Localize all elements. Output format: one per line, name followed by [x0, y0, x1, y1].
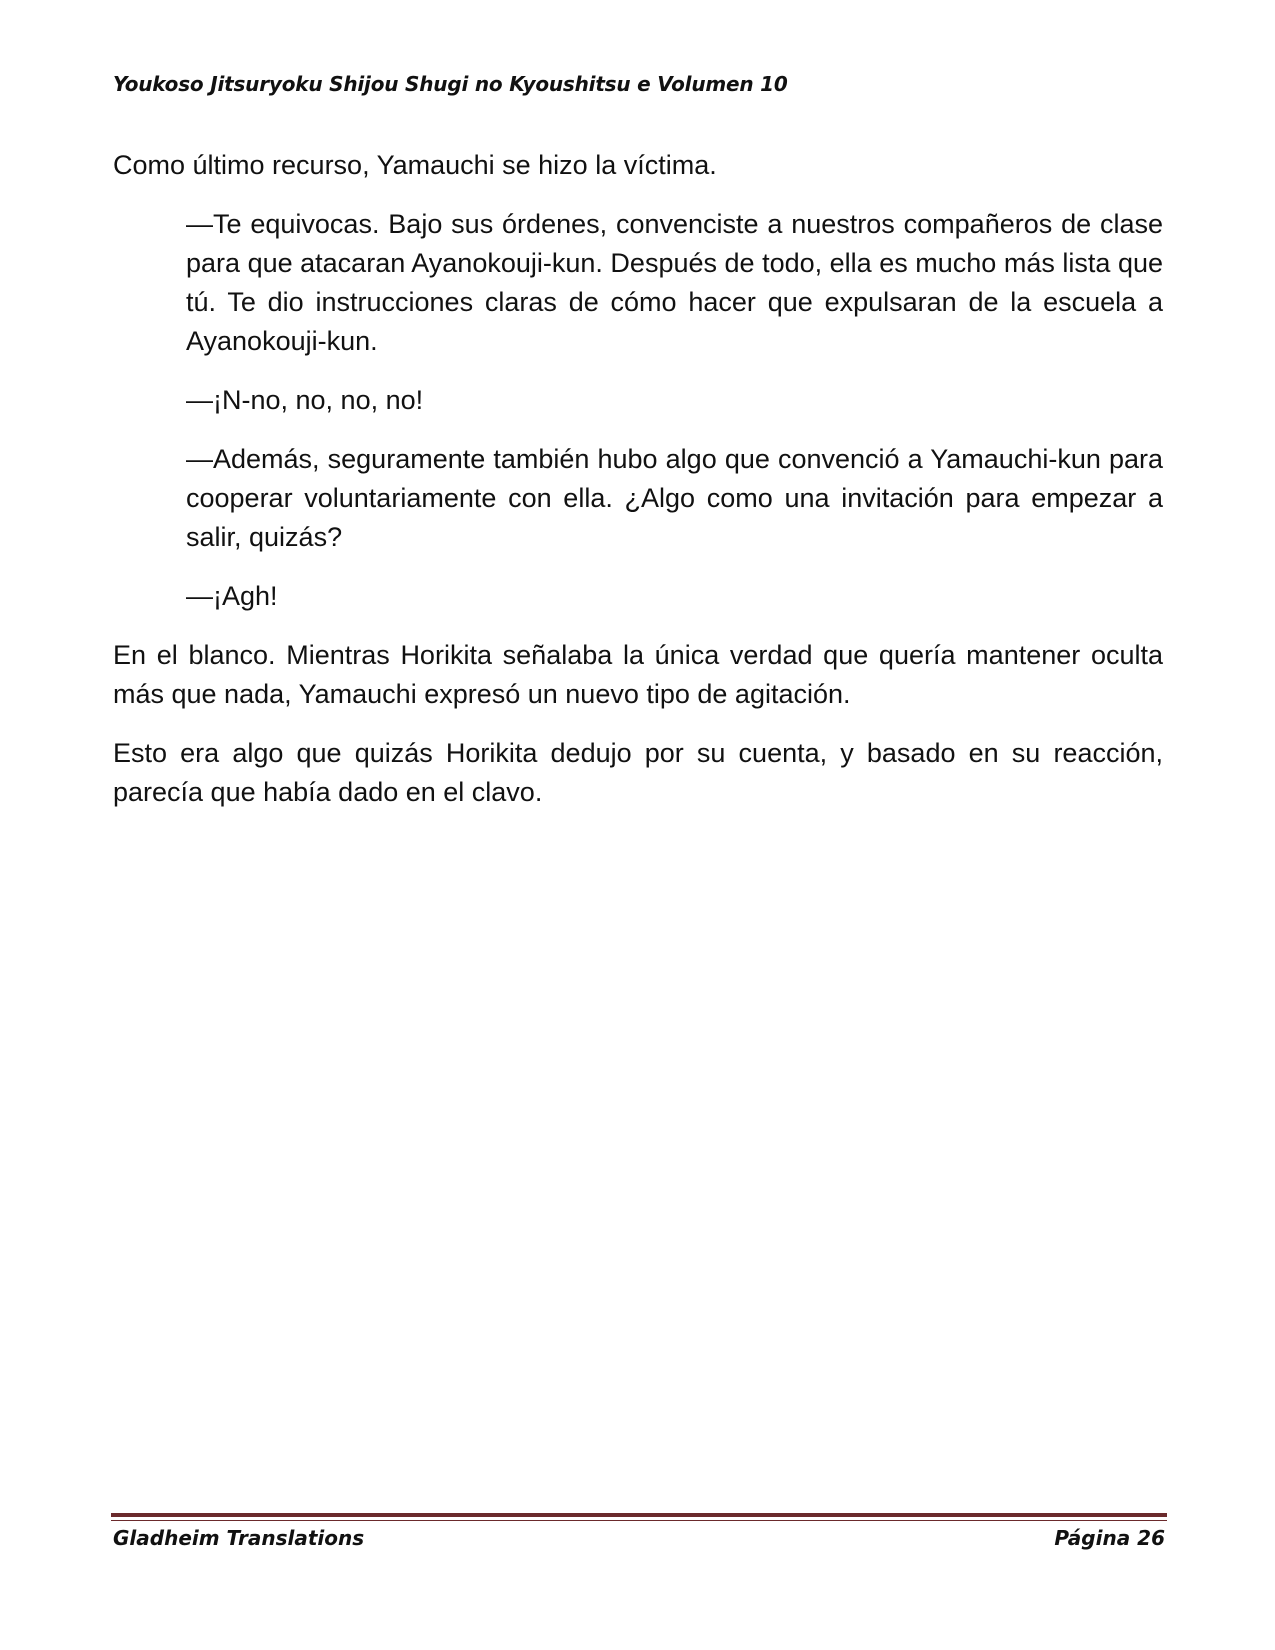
- paragraph-narration-3: Esto era algo que quizás Horikita dedujo por su cuenta, y basado en su reacción, parecía que había dado en el clavo.: [113, 738, 1163, 807]
- document-body: [113, 146, 1163, 832]
- paragraph-narration-1: Como último recurso, Yamauchi se hizo la víctima.: [113, 150, 717, 180]
- paragraph-dialogue-4: —¡Agh!: [186, 581, 278, 611]
- footer-page-number: Página 26: [1054, 1526, 1165, 1550]
- paragraph-dialogue-1: —Te equivocas. Bajo sus órdenes, convenciste a nuestros compañeros de clase para que atacaran Ayanokouji-kun. Después de todo, ella es mucho más lista que tú. Te dio instrucciones claras de cómo hacer que expulsaran de la escuela a Ayanokouji-kun.: [186, 209, 1163, 356]
- paragraph-dialogue-2: —¡N-no, no, no, no!: [186, 385, 424, 415]
- footer-rule-thick: [111, 1513, 1167, 1517]
- footer-publisher: Gladheim Translations: [113, 1526, 365, 1550]
- paragraph-narration-2: En el blanco. Mientras Horikita señalaba la única verdad que quería mantener oculta más que nada, Yamauchi expresó un nuevo tipo de agitación.: [113, 640, 1163, 709]
- paragraph-dialogue-3: —Además, seguramente también hubo algo que convenció a Yamauchi-kun para cooperar voluntariamente con ella. ¿Algo como una invitación para empezar a salir, quizás?: [186, 444, 1163, 552]
- footer-rule-thin: [111, 1520, 1167, 1521]
- page-header-title: Youkoso Jitsuryoku Shijou Shugi no Kyoushitsu e Volumen 10: [113, 72, 788, 96]
